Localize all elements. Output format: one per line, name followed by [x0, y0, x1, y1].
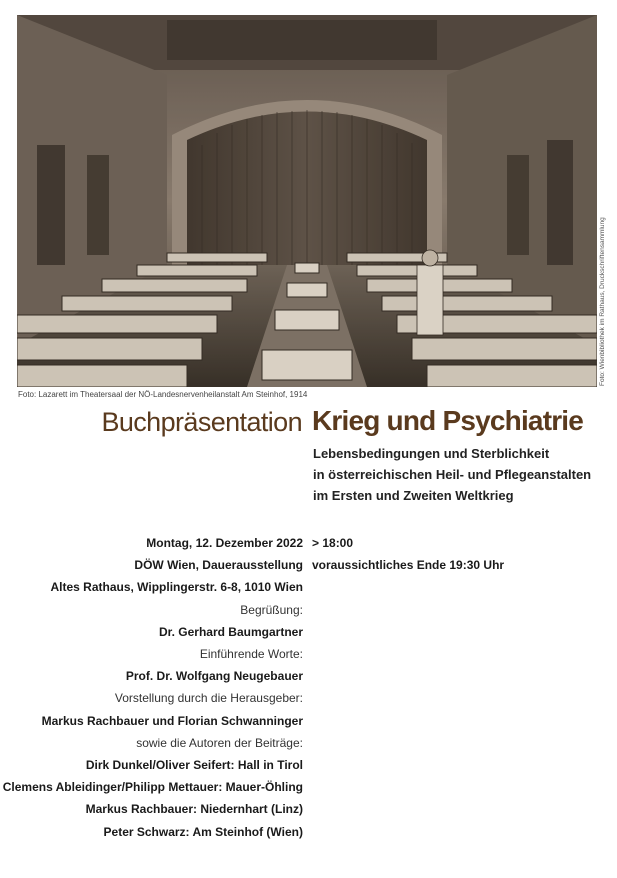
program-heading: Begrüßung:	[240, 602, 303, 617]
program-speaker: Prof. Dr. Wolfgang Neugebauer	[125, 669, 303, 684]
event-end-note: voraussichtliches Ende 19:30 Uhr	[312, 558, 505, 573]
program-heading: Vorstellung durch die Herausgeber:	[114, 691, 303, 706]
book-title: Krieg und Psychiatrie	[312, 405, 584, 436]
subtitle-line: im Ersten und Zweiten Weltkrieg	[313, 488, 514, 503]
program-heading: sowie die Autoren der Beiträge:	[136, 735, 303, 750]
program-speaker: Clemens Ableidinger/Philipp Mettauer: Mauer-Öhling	[2, 780, 303, 795]
historical-photo	[17, 15, 597, 387]
subtitle-line: in österreichischen Heil- und Pflegeanstalten	[313, 467, 592, 482]
lazarett-hall-image	[17, 15, 597, 387]
book-subtitle	[313, 443, 613, 506]
program-speaker: Markus Rachbauer: Niedernhart (Linz)	[85, 802, 303, 817]
photo-side-credit: Foto: Wienbibliothek im Rathaus, Druckschriftensammlung	[599, 217, 606, 386]
event-venue: DÖW Wien, Dauerausstellung	[134, 558, 303, 573]
program-speaker: Dirk Dunkel/Oliver Seifert: Hall in Tirol	[85, 758, 303, 773]
photo-caption: Foto: Lazarett im Theatersaal der NÖ-Landesnervenheilanstalt Am Steinhof, 1914	[18, 390, 308, 399]
program-list	[0, 599, 303, 843]
event-date: Montag, 12. Dezember 2022	[146, 536, 303, 550]
subtitle-line: Lebensbedingungen und Sterblichkeit	[313, 446, 550, 461]
event-start-time: > 18:00	[312, 536, 354, 550]
program-speaker: Dr. Gerhard Baumgartner	[158, 624, 303, 639]
event-type-label: Buchpräsentation	[101, 407, 302, 437]
event-address: Altes Rathaus, Wipplingerstr. 6-8, 1010 Wien	[50, 580, 303, 595]
program-heading: Einführende Worte:	[199, 647, 303, 662]
event-details	[0, 532, 303, 843]
event-times	[312, 532, 504, 576]
program-speaker: Markus Rachbauer und Florian Schwanninger	[41, 713, 303, 728]
program-speaker: Peter Schwarz: Am Steinhof (Wien)	[103, 824, 303, 839]
